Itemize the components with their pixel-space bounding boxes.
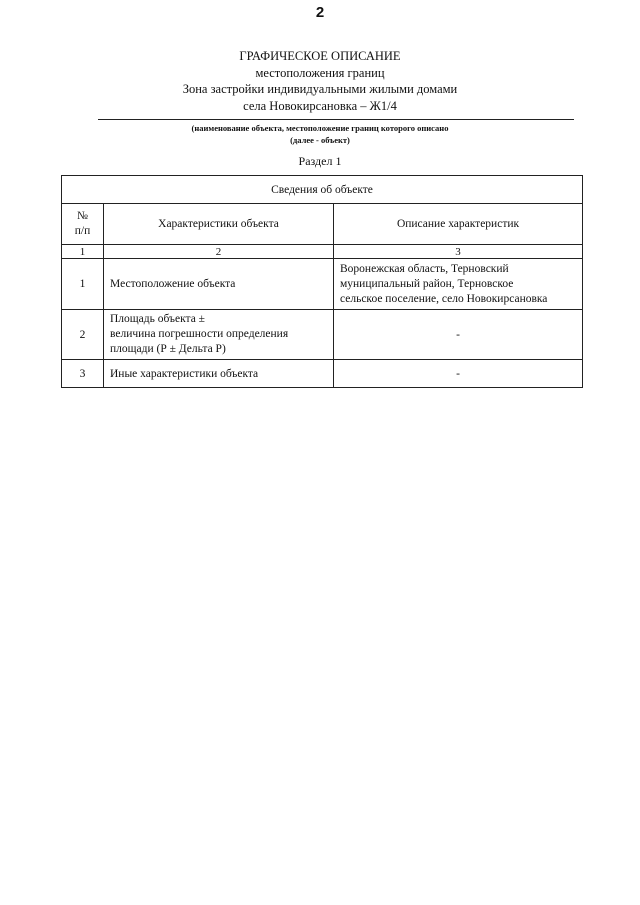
object-caption xyxy=(0,122,640,146)
header-description: Описание характеристик xyxy=(334,204,583,245)
caption-line-1: (наименование объекта, местоположение границ которого описано xyxy=(191,123,449,133)
row-characteristic xyxy=(104,310,334,360)
column-number: 1 xyxy=(62,245,104,259)
table-row xyxy=(62,310,583,360)
title-line-3: села Новокирсановка – Ж1/4 xyxy=(243,98,397,113)
table-row xyxy=(62,360,583,388)
row-description: - xyxy=(334,360,583,388)
row-characteristic: Местоположение объекта xyxy=(104,259,334,310)
title-line-1: местоположения границ xyxy=(255,65,385,80)
header-num-symbol: № xyxy=(77,210,88,222)
page-number: 2 xyxy=(315,4,325,21)
characteristic-line: величина погрешности определения xyxy=(110,328,289,340)
description-line: Воронежская область, Терновский xyxy=(340,262,509,275)
section-label: Раздел 1 xyxy=(298,154,342,168)
row-number: 1 xyxy=(62,259,104,310)
title-underline xyxy=(98,119,574,120)
description-line: муниципальный район, Терновское xyxy=(340,277,514,290)
header-characteristics: Характеристики объекта xyxy=(104,204,334,245)
table-header-row xyxy=(62,204,583,245)
row-number: 3 xyxy=(62,360,104,388)
header-num-abbr: п/п xyxy=(74,225,91,237)
table-title-row xyxy=(62,176,583,204)
column-number-row xyxy=(62,245,583,259)
object-info-table xyxy=(61,175,583,388)
caption-line-2: (далее - объект) xyxy=(290,135,350,145)
column-number: 2 xyxy=(104,245,334,259)
table-row xyxy=(62,259,583,310)
column-number: 3 xyxy=(334,245,583,259)
table-title: Сведения об объекте xyxy=(62,176,583,204)
row-description xyxy=(334,259,583,310)
characteristic-line: площади (Р ± Дельта Р) xyxy=(110,343,226,355)
document-title: ГРАФИЧЕСКОЕ ОПИСАНИЕ xyxy=(239,49,401,63)
header-num xyxy=(62,204,104,245)
description-line: сельское поселение, село Новокирсановка xyxy=(340,292,548,305)
row-characteristic: Иные характеристики объекта xyxy=(104,360,334,388)
document-title-block xyxy=(0,48,640,114)
row-number: 2 xyxy=(62,310,104,360)
title-line-2: Зона застройки индивидуальными жилыми домами xyxy=(182,82,458,96)
row-description: - xyxy=(334,310,583,360)
characteristic-line: Площадь объекта ± xyxy=(110,313,205,325)
